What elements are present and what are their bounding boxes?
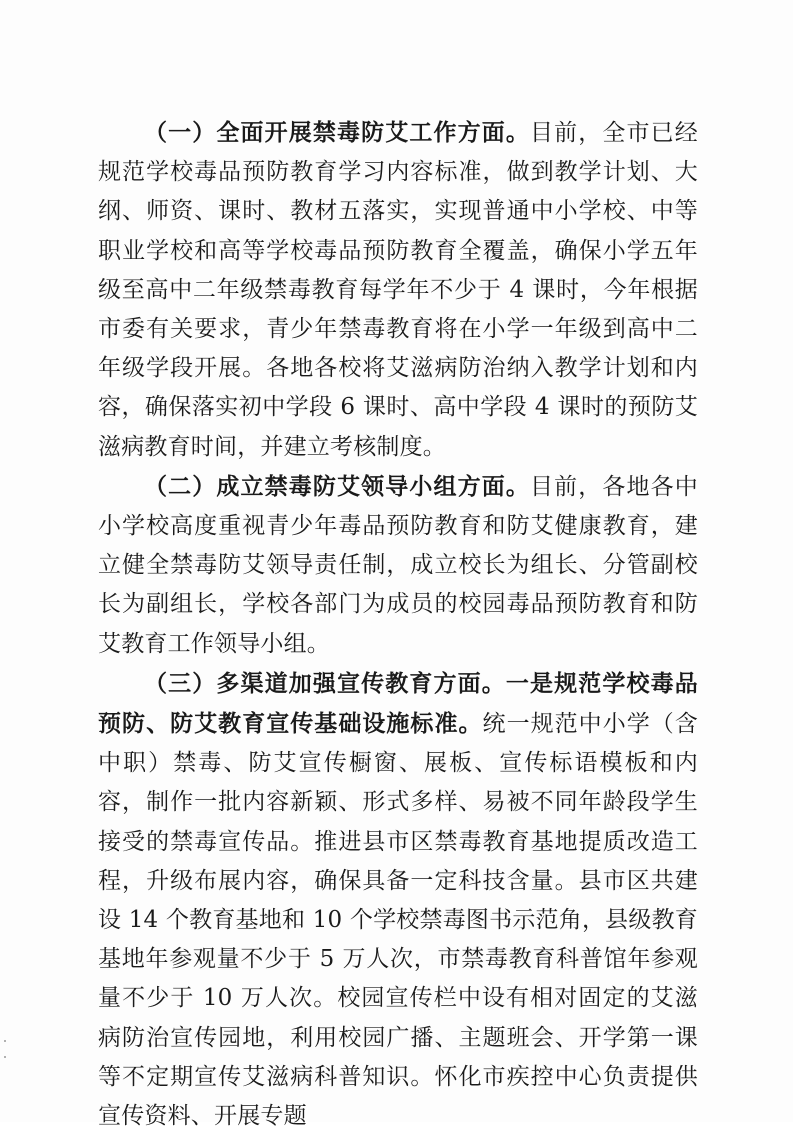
paragraph-3-heading: （三）多渠道加强宣传教育方面。一是规范学校毒品预防、防艾教育宣传基础设施标准。 (98, 669, 698, 738)
paragraph-2-text: 目前，各地各中小学校高度重视青少年毒品预防教育和防艾健康教育，建立健全禁毒防艾领导责任制，成立校长为组长、分管副校长为副组长，学校各部门为成员的校园毒品预防教育和防艾教育工作领导小组。 (98, 473, 698, 657)
paragraph-3 (98, 664, 698, 1136)
paragraph-2 (98, 467, 698, 664)
paragraph-1-text: 目前，全市已经规范学校毒品预防教育学习内容标准，做到教学计划、大纲、师资、课时、教材五落实，实现普通中小学校、中等职业学校和高等学校毒品预防教育全覆盖，确保小学五年级至高中二年级禁毒教育每学年不少于 4 课时，今年根据市委有关要求，青少年禁毒教育将在小学一年级到高中二年级学段开展。各地各校将艾滋病防治纳入教学计划和内容，确保落实初中学段 6 课时、高中学段 4 课时的预防艾滋病教育时间，并建立考核制度。 (98, 120, 698, 460)
paragraph-3-text: 统一规范中小学（含中职）禁毒、防艾宣传橱窗、展板、宣传标语模板和内容，制作一批内容新颖、形式多样、易被不同年龄段学生接受的禁毒宣传品。推进县市区禁毒教育基地提质改造工程，升级布展内容，确保具备一定科技含量。县市区共建设 14 个教育基地和 10 个学校禁毒图书示范角，县级教育基地年参观量不少于 5 万人次，市禁毒教育科普馆年参观量不少于 10 万人次。校园宣传栏中设有相对固定的艾滋病防治宣传园地，利用校园广播、主题班会、开学第一课等不定期宣传艾滋病科普知识。怀化市疾控中心负责提供宣传资料、开展专题 (98, 711, 698, 1130)
scan-mark (4, 1056, 6, 1058)
paragraph-2-heading: （二）成立禁毒防艾领导小组方面。 (144, 472, 531, 500)
document-body (98, 113, 698, 1136)
paragraph-1 (98, 113, 698, 467)
scan-mark (4, 1040, 6, 1042)
paragraph-1-heading: （一）全面开展禁毒防艾工作方面。 (144, 119, 531, 146)
